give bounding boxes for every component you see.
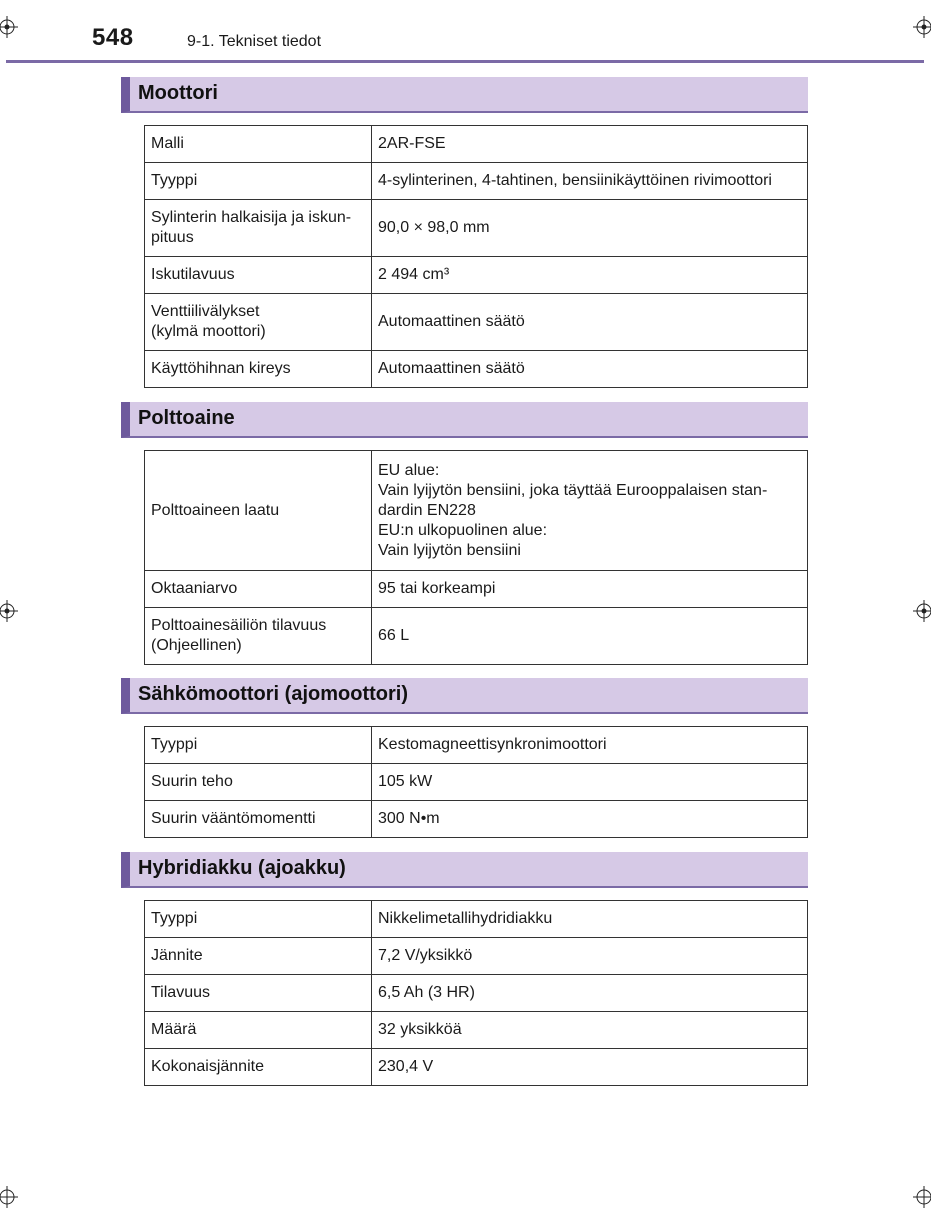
row-label: Tyyppi	[145, 727, 372, 764]
row-value: 32 yksikköä	[372, 1012, 808, 1049]
row-value: 2AR-FSE	[372, 126, 808, 163]
row-label: Suurin teho	[145, 764, 372, 801]
row-value: Automaattinen säätö	[372, 294, 808, 351]
table-row	[145, 451, 808, 571]
registration-mark-icon	[913, 1186, 931, 1208]
row-label: Kokonaisjännite	[145, 1049, 372, 1086]
section-title: Moottori	[138, 82, 218, 104]
table-row	[145, 163, 808, 200]
row-value: 230,4 V	[372, 1049, 808, 1086]
row-value: EU alue: Vain lyijytön bensiini, joka täyttää Eurooppalaisen stan- dardin EN228 EU:n ulkopuolinen alue: Vain lyijytön bensiini	[372, 451, 808, 571]
row-label: Tilavuus	[145, 975, 372, 1012]
row-label: Polttoaineen laatu	[145, 451, 372, 571]
spec-table-moottori	[144, 125, 808, 388]
table-row	[145, 126, 808, 163]
row-value: 6,5 Ah (3 HR)	[372, 975, 808, 1012]
row-value: 95 tai korkeampi	[372, 571, 808, 608]
section-title: Sähkömoottori (ajomoottori)	[138, 683, 408, 705]
section-title: Hybridiakku (ajoakku)	[138, 857, 346, 879]
row-value: 2 494 cm³	[372, 257, 808, 294]
row-label: Jännite	[145, 938, 372, 975]
table-row	[145, 571, 808, 608]
section-heading-sahkomoottori	[121, 678, 808, 714]
row-label: Oktaaniarvo	[145, 571, 372, 608]
table-row	[145, 608, 808, 665]
row-value: 7,2 V/yksikkö	[372, 938, 808, 975]
row-label: Suurin vääntömomentti	[145, 801, 372, 838]
section-heading-moottori	[121, 77, 808, 113]
section-heading-hybridiakku	[121, 852, 808, 888]
section-title: Polttoaine	[138, 407, 235, 429]
row-label: Iskutilavuus	[145, 257, 372, 294]
row-label: Tyyppi	[145, 163, 372, 200]
table-row	[145, 294, 808, 351]
row-label: Tyyppi	[145, 901, 372, 938]
header-rule	[6, 60, 924, 63]
table-row	[145, 257, 808, 294]
registration-mark-icon	[913, 600, 931, 622]
row-value: Nikkelimetallihydridiakku	[372, 901, 808, 938]
registration-mark-icon	[0, 600, 18, 622]
table-row	[145, 727, 808, 764]
section-heading-polttoaine	[121, 402, 808, 438]
row-label: Käyttöhihnan kireys	[145, 351, 372, 388]
row-label: Malli	[145, 126, 372, 163]
table-row	[145, 975, 808, 1012]
row-value: 105 kW	[372, 764, 808, 801]
row-label: Venttiilivälykset (kylmä moottori)	[145, 294, 372, 351]
table-row	[145, 1012, 808, 1049]
table-row	[145, 801, 808, 838]
row-value: Automaattinen säätö	[372, 351, 808, 388]
row-value: 4-sylinterinen, 4-tahtinen, bensiinikäyttöinen rivimoottori	[372, 163, 808, 200]
table-row	[145, 764, 808, 801]
registration-mark-icon	[0, 1186, 18, 1208]
table-row	[145, 351, 808, 388]
page-number: 548	[92, 24, 134, 51]
row-label: Määrä	[145, 1012, 372, 1049]
spec-table-sahkomoottori	[144, 726, 808, 838]
row-value: Kestomagneettisynkronimoottori	[372, 727, 808, 764]
table-row	[145, 938, 808, 975]
registration-mark-icon	[0, 16, 18, 38]
table-row	[145, 1049, 808, 1086]
table-row	[145, 200, 808, 257]
table-row	[145, 901, 808, 938]
row-value: 90,0 × 98,0 mm	[372, 200, 808, 257]
spec-table-polttoaine	[144, 450, 808, 665]
row-value: 66 L	[372, 608, 808, 665]
row-label: Sylinterin halkaisija ja iskun- pituus	[145, 200, 372, 257]
row-value: 300 N•m	[372, 801, 808, 838]
chapter-title: 9-1. Tekniset tiedot	[187, 33, 322, 50]
registration-mark-icon	[913, 16, 931, 38]
spec-table-hybridiakku	[144, 900, 808, 1086]
row-label: Polttoainesäiliön tilavuus (Ohjeellinen)	[145, 608, 372, 665]
